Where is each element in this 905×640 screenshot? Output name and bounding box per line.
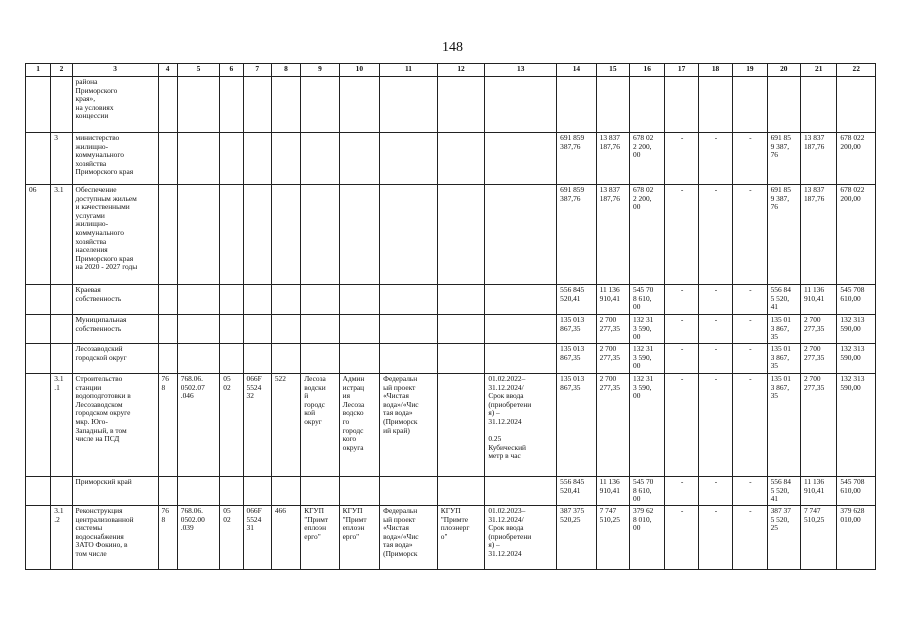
- table-cell: -: [698, 185, 732, 285]
- table-cell: [158, 77, 177, 133]
- table-cell: 13 837 187,76: [800, 133, 836, 185]
- table-cell: [243, 185, 271, 285]
- table-cell: [339, 477, 379, 506]
- column-header: 21: [800, 64, 836, 77]
- table-cell: -: [733, 133, 767, 185]
- table-cell: -: [665, 506, 698, 570]
- table-cell: [220, 133, 243, 185]
- header-row: [26, 64, 876, 77]
- table-cell: 132 313 590,00: [837, 344, 876, 374]
- table-cell: [243, 77, 271, 133]
- table-cell: [220, 344, 243, 374]
- table-cell: [437, 374, 485, 477]
- table-cell: 7 747 510,25: [800, 506, 836, 570]
- table-cell: [301, 77, 339, 133]
- table-cell: -: [665, 185, 698, 285]
- column-header: 13: [485, 64, 557, 77]
- table-cell: 545 70 8 610, 00: [630, 285, 665, 315]
- table-cell: -: [698, 315, 732, 344]
- column-header: 2: [51, 64, 72, 77]
- table-cell: [177, 285, 220, 315]
- table-cell: [301, 344, 339, 374]
- table-cell: 678 02 2 200, 00: [630, 185, 665, 285]
- budget-table: [25, 63, 876, 570]
- table-cell: 11 136 910,41: [800, 477, 836, 506]
- table-cell: Муниципальная собственность: [72, 315, 158, 344]
- table-row: [26, 285, 876, 315]
- table-cell: 691 859 387,76: [557, 133, 596, 185]
- table-cell: 387 375 520,25: [557, 506, 596, 570]
- column-header: 12: [437, 64, 485, 77]
- table-cell: [339, 344, 379, 374]
- column-header: 14: [557, 64, 596, 77]
- table-cell: [271, 285, 300, 315]
- table-cell: [26, 506, 51, 570]
- table-cell: [380, 133, 438, 185]
- table-cell: [733, 77, 767, 133]
- table-cell: [220, 477, 243, 506]
- table-cell: -: [733, 185, 767, 285]
- table-cell: [51, 77, 72, 133]
- table-cell: 132 313 590,00: [837, 315, 876, 344]
- table-cell: -: [733, 477, 767, 506]
- table-cell: 678 022 200,00: [837, 185, 876, 285]
- table-cell: 132 313 590,00: [837, 374, 876, 477]
- table-cell: [271, 133, 300, 185]
- table-row: [26, 344, 876, 374]
- table-cell: [339, 77, 379, 133]
- table-cell: [437, 185, 485, 285]
- table-cell: [596, 77, 629, 133]
- table-cell: 066F 5524 32: [243, 374, 271, 477]
- table-cell: [51, 315, 72, 344]
- table-cell: 678 02 2 200, 00: [630, 133, 665, 185]
- table-cell: [243, 285, 271, 315]
- table-cell: -: [665, 285, 698, 315]
- table-cell: Приморский край: [72, 477, 158, 506]
- table-cell: -: [698, 285, 732, 315]
- table-cell: [26, 285, 51, 315]
- table-cell: [380, 285, 438, 315]
- table-cell: 691 85 9 387, 76: [767, 185, 800, 285]
- table-cell: [485, 285, 557, 315]
- table-cell: [485, 185, 557, 285]
- column-header: 18: [698, 64, 732, 77]
- table-cell: 2 700 277,35: [800, 344, 836, 374]
- table-cell: [380, 185, 438, 285]
- table-cell: [437, 315, 485, 344]
- table-cell: 132 31 3 590, 00: [630, 374, 665, 477]
- table-cell: 06: [26, 185, 51, 285]
- table-cell: -: [665, 344, 698, 374]
- table-cell: 691 859 387,76: [557, 185, 596, 285]
- table-cell: -: [733, 315, 767, 344]
- table-cell: 387 37 5 520, 25: [767, 506, 800, 570]
- table-cell: [158, 285, 177, 315]
- table-row: [26, 133, 876, 185]
- table-cell: 3.1 .2: [51, 506, 72, 570]
- table-cell: 01.02.2022– 31.12.2024/ Срок ввода (приобретени я) – 31.12.2024 0.25 Кубический метр в час: [485, 374, 557, 477]
- table-cell: 135 01 3 867, 35: [767, 315, 800, 344]
- table-cell: министерство жилищно- коммунального хозяйства Приморского края: [72, 133, 158, 185]
- table-cell: [243, 315, 271, 344]
- table-cell: 678 022 200,00: [837, 133, 876, 185]
- table-cell: 545 70 8 610, 00: [630, 477, 665, 506]
- table-cell: [271, 77, 300, 133]
- table-cell: 556 84 5 520, 41: [767, 285, 800, 315]
- table-cell: Обеспечение доступным жильем и качественными услугами жилищно- коммунального хозяйства населения Приморского края на 2020 - 2027 годы: [72, 185, 158, 285]
- table-cell: [339, 315, 379, 344]
- table-cell: КГУП "Примт еплоэн ерго": [339, 506, 379, 570]
- table-cell: [437, 133, 485, 185]
- table-cell: [26, 133, 51, 185]
- table-cell: [767, 77, 800, 133]
- table-cell: -: [733, 285, 767, 315]
- column-header: 1: [26, 64, 51, 77]
- table-cell: 05 02: [220, 374, 243, 477]
- table-cell: [437, 344, 485, 374]
- column-header: 8: [271, 64, 300, 77]
- column-header: 5: [177, 64, 220, 77]
- table-cell: 135 01 3 867, 35: [767, 344, 800, 374]
- table-cell: -: [698, 344, 732, 374]
- table-cell: 545 708 610,00: [837, 477, 876, 506]
- table-cell: 13 837 187,76: [800, 185, 836, 285]
- table-cell: -: [733, 344, 767, 374]
- table-cell: 2 700 277,35: [596, 344, 629, 374]
- table-cell: [271, 344, 300, 374]
- table-cell: 466: [271, 506, 300, 570]
- table-cell: [26, 477, 51, 506]
- table-cell: [177, 77, 220, 133]
- page-number: 148: [442, 40, 463, 55]
- column-header: 7: [243, 64, 271, 77]
- table-cell: [437, 77, 485, 133]
- table-cell: [630, 77, 665, 133]
- table-cell: [380, 477, 438, 506]
- table-cell: 7 747 510,25: [596, 506, 629, 570]
- table-cell: 379 62 8 010, 00: [630, 506, 665, 570]
- table-cell: [220, 77, 243, 133]
- table-cell: [51, 344, 72, 374]
- table-cell: Краевая собственность: [72, 285, 158, 315]
- column-header: 22: [837, 64, 876, 77]
- table-cell: 132 31 3 590, 00: [630, 344, 665, 374]
- table-cell: 2 700 277,35: [800, 315, 836, 344]
- column-header: 20: [767, 64, 800, 77]
- table-cell: [271, 477, 300, 506]
- table-row: [26, 506, 876, 570]
- table-cell: [243, 133, 271, 185]
- table-cell: [301, 285, 339, 315]
- table-cell: -: [665, 315, 698, 344]
- table-cell: 76 8: [158, 506, 177, 570]
- table-cell: [158, 315, 177, 344]
- table-cell: [220, 315, 243, 344]
- column-header: 11: [380, 64, 438, 77]
- table-cell: [158, 344, 177, 374]
- table-cell: -: [665, 374, 698, 477]
- table-cell: [485, 77, 557, 133]
- column-header: 4: [158, 64, 177, 77]
- table-cell: [177, 315, 220, 344]
- table-cell: [437, 477, 485, 506]
- table-cell: [158, 133, 177, 185]
- table-cell: [557, 77, 596, 133]
- table-row: [26, 315, 876, 344]
- column-header: 10: [339, 64, 379, 77]
- table-cell: 2 700 277,35: [596, 374, 629, 477]
- table-cell: 768.06. 0502.07 .046: [177, 374, 220, 477]
- column-header: 16: [630, 64, 665, 77]
- table-cell: [380, 344, 438, 374]
- table-cell: -: [665, 477, 698, 506]
- table-cell: [220, 185, 243, 285]
- table-cell: Админ истрац ия Лесоза водско го городс кого округа: [339, 374, 379, 477]
- table-cell: 545 708 610,00: [837, 285, 876, 315]
- table-cell: Федеральн ый проект «Чистая вода»/«Чис тая вода» (Приморск: [380, 506, 438, 570]
- table-cell: [698, 77, 732, 133]
- table-cell: 379 628 010,00: [837, 506, 876, 570]
- table-cell: [339, 285, 379, 315]
- table-cell: [158, 477, 177, 506]
- table-cell: -: [665, 133, 698, 185]
- table-row: [26, 185, 876, 285]
- table-cell: [177, 477, 220, 506]
- table-cell: [26, 315, 51, 344]
- table-cell: [665, 77, 698, 133]
- table-row: [26, 477, 876, 506]
- table-cell: 135 01 3 867, 35: [767, 374, 800, 477]
- table-cell: 05 02: [220, 506, 243, 570]
- table-cell: [243, 477, 271, 506]
- table-cell: [301, 133, 339, 185]
- table-cell: [301, 185, 339, 285]
- table-cell: [51, 477, 72, 506]
- table-cell: [177, 185, 220, 285]
- table-cell: [271, 315, 300, 344]
- table-cell: -: [698, 477, 732, 506]
- table-cell: [380, 77, 438, 133]
- table-cell: -: [733, 506, 767, 570]
- table-cell: -: [698, 506, 732, 570]
- table-cell: [485, 344, 557, 374]
- table-cell: 556 845 520,41: [557, 285, 596, 315]
- table-cell: -: [733, 374, 767, 477]
- table-cell: Лесоза водски й городс кой округ: [301, 374, 339, 477]
- table-cell: [485, 477, 557, 506]
- table-cell: 2 700 277,35: [800, 374, 836, 477]
- table-cell: Федеральн ый проект «Чистая вода»/«Чис тая вода» (Приморск ий край): [380, 374, 438, 477]
- table-cell: 11 136 910,41: [596, 477, 629, 506]
- table-cell: 522: [271, 374, 300, 477]
- column-header: 3: [72, 64, 158, 77]
- table-cell: 135 013 867,35: [557, 374, 596, 477]
- table-cell: 691 85 9 387, 76: [767, 133, 800, 185]
- table-cell: 066F 5524 31: [243, 506, 271, 570]
- table-cell: КГУП "Примт еплоэн ерго": [301, 506, 339, 570]
- table-cell: [271, 185, 300, 285]
- table-cell: [485, 133, 557, 185]
- table-cell: 2 700 277,35: [596, 315, 629, 344]
- table-cell: Строительство станции водоподготовки в Лесозаводском городском округе мкр. Юго- Западный, в том числе на ПСД: [72, 374, 158, 477]
- table-cell: [220, 285, 243, 315]
- table-cell: 3.1 .1: [51, 374, 72, 477]
- table-cell: [339, 133, 379, 185]
- table-cell: [26, 77, 51, 133]
- table-cell: Реконструкция централизованной системы водоснабжения ЗАТО Фокино, в том числе: [72, 506, 158, 570]
- table-cell: [485, 315, 557, 344]
- table-cell: 556 845 520,41: [557, 477, 596, 506]
- table-cell: 3.1: [51, 185, 72, 285]
- table-cell: 768.06. 0502.00 .039: [177, 506, 220, 570]
- table-cell: [158, 185, 177, 285]
- table-cell: [837, 77, 876, 133]
- table-cell: [177, 133, 220, 185]
- column-header: 19: [733, 64, 767, 77]
- table-cell: 76 8: [158, 374, 177, 477]
- table-cell: [301, 477, 339, 506]
- column-header: 15: [596, 64, 629, 77]
- table-cell: -: [698, 133, 732, 185]
- table-cell: КГУП "Примте плоэнерг о": [437, 506, 485, 570]
- table-cell: 3: [51, 133, 72, 185]
- table-cell: 556 84 5 520, 41: [767, 477, 800, 506]
- table-cell: 13 837 187,76: [596, 185, 629, 285]
- table-cell: [301, 315, 339, 344]
- column-header: 6: [220, 64, 243, 77]
- table-row: [26, 374, 876, 477]
- table-cell: 132 31 3 590, 00: [630, 315, 665, 344]
- table-cell: района Приморского края», на условиях концессии: [72, 77, 158, 133]
- column-header: 9: [301, 64, 339, 77]
- table-cell: 01.02.2023– 31.12.2024/ Срок ввода (приобретени я) – 31.12.2024: [485, 506, 557, 570]
- table-cell: 135 013 867,35: [557, 315, 596, 344]
- table-row: [26, 77, 876, 133]
- table-cell: [51, 285, 72, 315]
- table-cell: 13 837 187,76: [596, 133, 629, 185]
- table-cell: [339, 185, 379, 285]
- table-cell: [26, 374, 51, 477]
- column-header: 17: [665, 64, 698, 77]
- table-cell: [243, 344, 271, 374]
- table-cell: [177, 344, 220, 374]
- table-cell: 135 013 867,35: [557, 344, 596, 374]
- table-cell: [800, 77, 836, 133]
- table-cell: Лесозаводский городской округ: [72, 344, 158, 374]
- table-cell: 11 136 910,41: [596, 285, 629, 315]
- table-cell: [380, 315, 438, 344]
- table-cell: [437, 285, 485, 315]
- table-cell: [26, 344, 51, 374]
- table-cell: 11 136 910,41: [800, 285, 836, 315]
- table-cell: -: [698, 374, 732, 477]
